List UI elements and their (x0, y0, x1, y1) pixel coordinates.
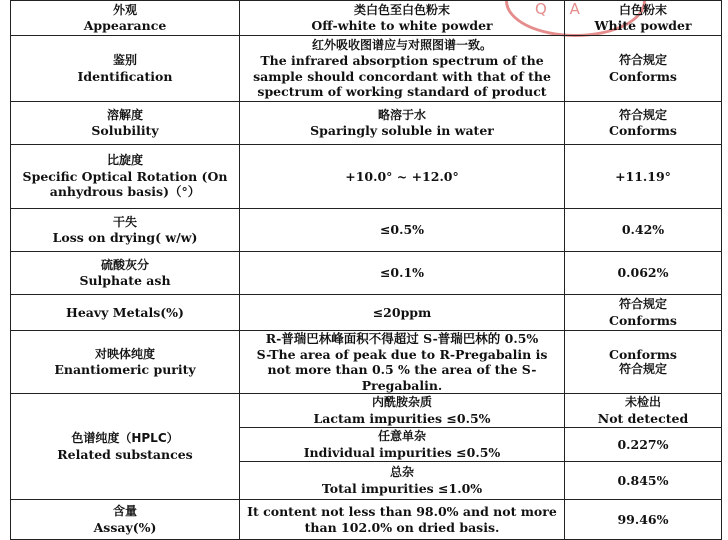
item-cell (11, 500, 240, 540)
result-cell: +11.19° (565, 145, 722, 209)
spec-cell (240, 1, 565, 36)
result-cn: 白色粉末 (618, 2, 667, 17)
result-en: White powder (594, 18, 692, 33)
spec-cell (240, 331, 565, 394)
result-cn: 符合规定 (618, 107, 667, 122)
spec-cell: ≤20ppm (240, 295, 565, 331)
item-en: Related substances (57, 446, 193, 462)
result-en: Conforms (609, 346, 677, 362)
item-cn: 干失 (112, 214, 137, 229)
result-cell (565, 394, 722, 428)
spec-cn: 略溶于水 (377, 107, 426, 122)
result-en: Conforms (609, 68, 677, 84)
item-en: Heavy Metals(%) (66, 304, 184, 320)
item-cn: 比旋度 (106, 153, 143, 168)
item-cn: 色谱纯度（HPLC） (71, 431, 179, 445)
item-cn: 含量 (112, 504, 137, 518)
spec-en: Total impurities ≤1.0% (321, 480, 483, 496)
result-cell (565, 331, 722, 394)
item-cell (11, 1, 240, 36)
item-en: Identification (77, 68, 173, 84)
spec-cn: 内酰胺杂质 (371, 395, 432, 409)
result-cell (565, 1, 722, 36)
table-row-assay (11, 500, 722, 540)
result-en: Not detected (597, 410, 689, 426)
spec-cn: 类白色至白色粉末 (353, 2, 450, 17)
spec-en: Individual impurities ≤0.5% (303, 444, 501, 460)
coa-table (10, 0, 722, 540)
result-cell: 0.062% (565, 252, 722, 295)
result-cn: 未检出 (624, 395, 661, 409)
table-row-related-substances (11, 394, 722, 428)
item-cell (11, 102, 240, 145)
item-cell (11, 394, 240, 500)
item-cn: 外观 (112, 2, 137, 17)
table-row-enantiomeric-purity (11, 331, 722, 394)
result-cell (565, 102, 722, 145)
item-en: Sulphate ash (79, 273, 171, 288)
result-cell (565, 295, 722, 331)
item-cell (11, 36, 240, 102)
item-cn: 硫酸灰分 (100, 257, 149, 272)
item-cn: 鉴别 (112, 53, 137, 67)
spec-en: The infrared absorption spectrum of the sample should concordant with that of the spectrum of working standard of product (253, 53, 551, 99)
spec-cell (240, 102, 565, 145)
spec-cell (240, 36, 565, 102)
result-en: Conforms (609, 312, 677, 328)
item-en: Enantiomeric purity (54, 362, 196, 377)
item-cell (11, 145, 240, 209)
spec-cell (240, 394, 565, 428)
spec-cn: R-普瑞巴林峰面积不得超过 S-普瑞巴林的 0.5% (265, 331, 539, 346)
table-row-appearance (11, 1, 722, 36)
item-en: Assay(%) (93, 519, 157, 535)
result-cn: 符合规定 (618, 297, 667, 311)
spec-cell: ≤0.5% (240, 209, 565, 252)
item-cell (11, 252, 240, 295)
item-en: Specific Optical Rotation (On anhydrous basis)（°） (22, 168, 228, 200)
spec-cn: 红外吸收图谱应与对照图谱一致。 (311, 37, 492, 52)
item-cell (11, 209, 240, 252)
result-cn: 符合规定 (618, 362, 667, 376)
table-row-identification (11, 36, 722, 102)
qa-stamp-text: Q A (535, 0, 589, 18)
item-cell (11, 295, 240, 331)
spec-en: S-The area of peak due to R-Pregabalin is not more than 0.5 % the area of the S-Pregabalin. (256, 346, 548, 393)
spec-en: Off-white to white powder (311, 18, 493, 33)
item-cn: 对映体纯度 (94, 346, 155, 361)
spec-en: Sparingly soluble in water (310, 123, 494, 138)
item-en: Appearance (83, 18, 167, 33)
table-row-heavy-metals (11, 295, 722, 331)
table-row-sulphate-ash (11, 252, 722, 295)
table-row-loss-on-drying (11, 209, 722, 252)
result-cell: 0.845% (565, 462, 722, 500)
result-en: Conforms (609, 123, 677, 138)
spec-cn: 任意单杂 (377, 429, 426, 443)
item-en: Solubility (91, 123, 159, 138)
item-en: Loss on drying( w/w) (52, 230, 198, 245)
spec-cn: 总杂 (389, 465, 414, 479)
spec-cell (240, 462, 565, 500)
spec-cell (240, 428, 565, 462)
result-cell: 0.42% (565, 209, 722, 252)
result-cell: 0.227% (565, 428, 722, 462)
spec-cell: It content not less than 98.0% and not more than 102.0% on dried basis. (240, 500, 565, 540)
result-cell: 99.46% (565, 500, 722, 540)
spec-cell: ≤0.1% (240, 252, 565, 295)
item-cn: 溶解度 (106, 107, 143, 122)
result-cell (565, 36, 722, 102)
item-cell (11, 331, 240, 394)
spec-en: Lactam impurities ≤0.5% (313, 410, 491, 426)
table-row-optical-rotation (11, 145, 722, 209)
table-row-solubility (11, 102, 722, 145)
result-cn: 符合规定 (618, 53, 667, 67)
spec-cell: +10.0° ~ +12.0° (240, 145, 565, 209)
